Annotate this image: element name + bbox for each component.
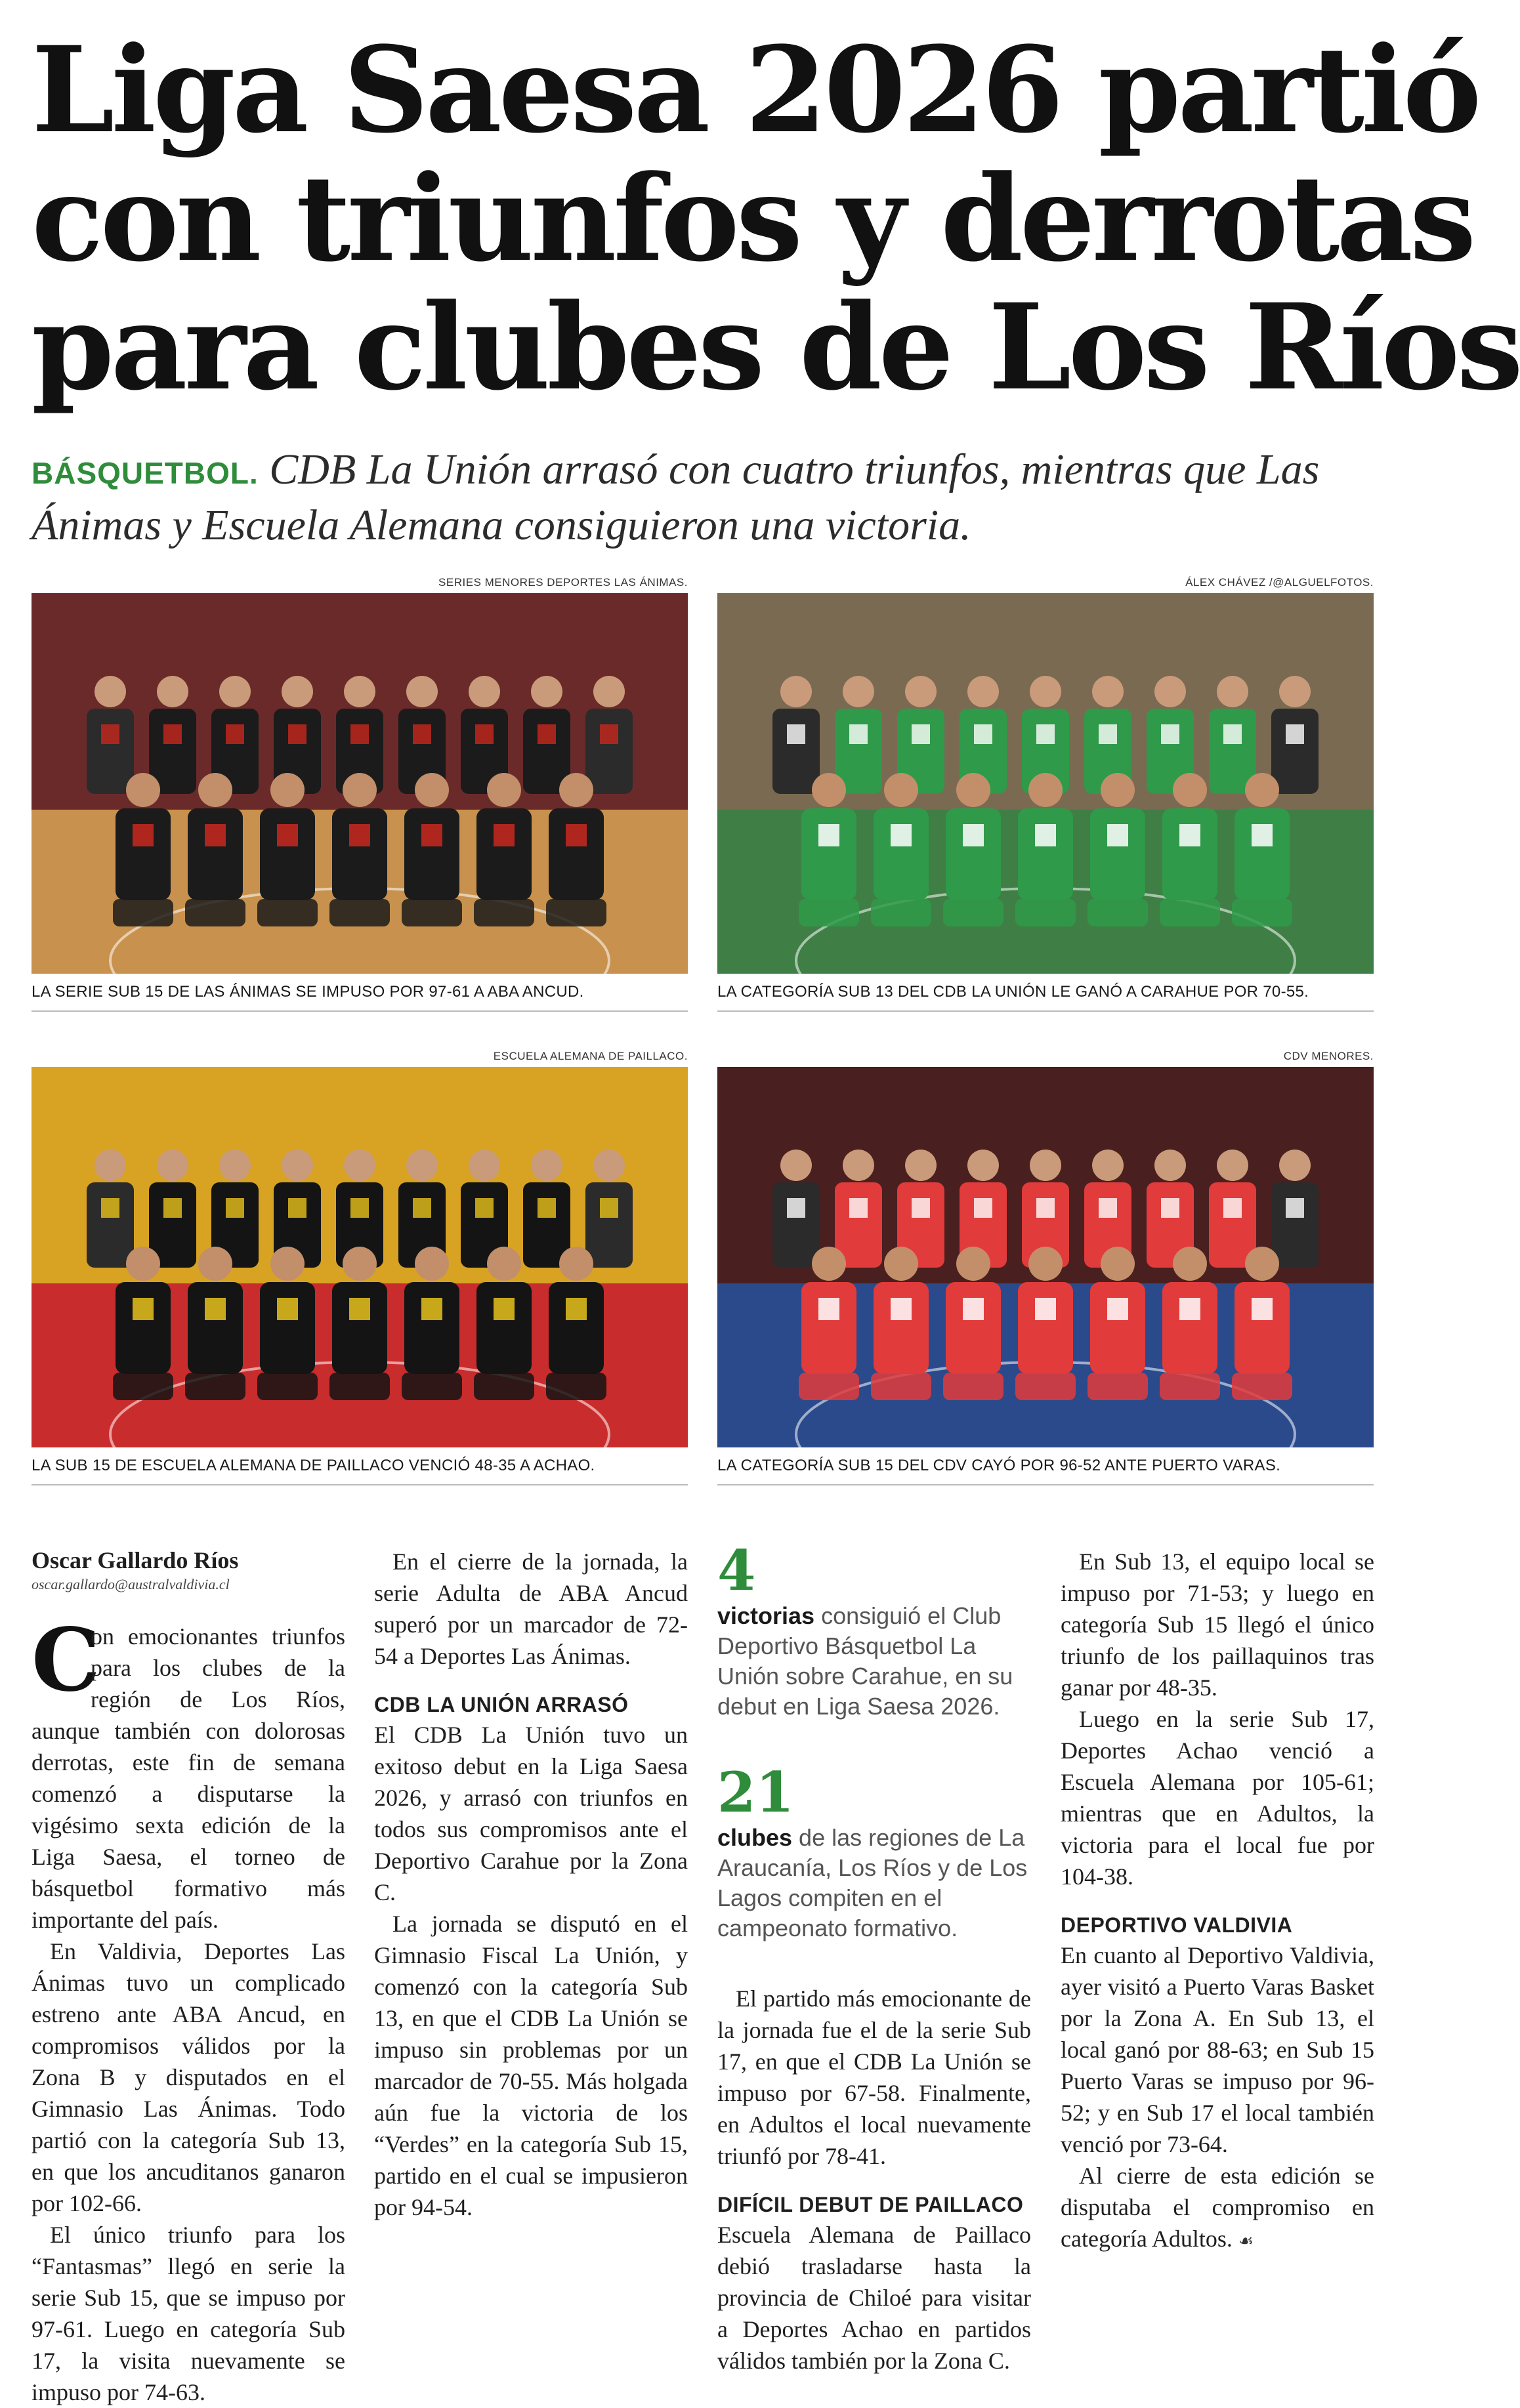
- player-body: [801, 808, 856, 900]
- player-body: [332, 808, 387, 900]
- jersey-number: [1036, 1198, 1055, 1218]
- player-head: [593, 676, 625, 707]
- subhead-cdb-la-union: CDB LA UNIÓN ARRASÓ: [374, 1693, 629, 1716]
- player-head: [415, 1247, 449, 1281]
- player-head: [126, 773, 160, 807]
- player-shorts: [799, 1373, 859, 1400]
- jersey-number: [963, 1298, 984, 1320]
- player-body: [1271, 709, 1319, 794]
- deck-kicker: BÁSQUETBOL.: [32, 456, 259, 490]
- jersey-number: [1099, 1198, 1117, 1218]
- player-head: [469, 676, 500, 707]
- player-shorts: [474, 899, 534, 926]
- player-body: [1090, 808, 1145, 900]
- player-head: [95, 1150, 126, 1181]
- article-column-1: [32, 1546, 345, 2405]
- player-head: [780, 1150, 812, 1181]
- article-paragraph: El único triunfo para los “Fantasmas” llegó en serie la serie Sub 15, que se impuso por 97-61. Luego en categoría Sub 17, la visita nuevamente se impuso por 74-63.: [32, 2222, 345, 2405]
- jersey-number: [912, 1198, 930, 1218]
- jersey-number: [101, 1198, 119, 1218]
- jersey-number: [1252, 824, 1273, 846]
- jersey-number: [963, 824, 984, 846]
- player-shorts: [329, 1373, 390, 1400]
- photo-caption: LA CATEGORÍA SUB 15 DEL CDV CAYÓ POR 96-52 ANTE PUERTO VARAS.: [717, 1457, 1281, 1474]
- byline-email: oscar.gallardo@australvaldivia.cl: [32, 1576, 230, 1592]
- player-head: [1028, 1247, 1063, 1281]
- subhead-deportivo-valdivia: DEPORTIVO VALDIVIA: [1061, 1913, 1293, 1937]
- photo-credit: ÁLEX CHÁVEZ /@ALGUELFOTOS.: [1185, 576, 1374, 589]
- jersey-number: [475, 1198, 494, 1218]
- jersey-number: [974, 724, 992, 744]
- player-head: [219, 676, 251, 707]
- fact-text: victorias consiguió el Club Deportivo Básquetbol La Unión sobre Carahue, en su debut en Liga Saesa 2026.: [717, 1602, 1013, 1720]
- player-shorts: [1015, 1373, 1076, 1400]
- player-shorts: [1160, 1373, 1220, 1400]
- headline-line-2: con triunfos y derrotas: [32, 150, 1473, 288]
- jersey-number: [538, 1198, 556, 1218]
- player-head: [905, 676, 937, 707]
- player-body: [332, 1282, 387, 1374]
- player-body: [585, 709, 633, 794]
- jersey-number: [226, 1198, 244, 1218]
- player-head: [1217, 676, 1248, 707]
- player-head: [1173, 773, 1207, 807]
- player-head: [1217, 1150, 1248, 1181]
- jersey-number: [101, 724, 119, 744]
- jersey-number: [1036, 724, 1055, 744]
- jersey-number: [421, 1298, 442, 1320]
- player-head: [1279, 676, 1311, 707]
- article-paragraph: C on emocionantes triunfos para los clubes de la región de Los Ríos, aunque también con dolorosas derrotas, este fin de semana comenzó a disputarse la vigésimo sexta edición de la Liga Saesa, el torneo de básquetbol formativo más importante del país.: [32, 1609, 345, 1933]
- player-shorts: [1087, 1373, 1148, 1400]
- article-paragraph: En cuanto al Deportivo Valdivia, ayer visitó a Puerto Varas Basket por la Zona A. En Sub 13, el local ganó por 88-63; en Sub 15 Puerto Varas se impuso por 96-52; y en Sub 17 el local también venció por 73-64.: [1061, 1942, 1374, 2157]
- player-body: [1018, 808, 1073, 900]
- player-head: [1173, 1247, 1207, 1281]
- jersey-number: [787, 1198, 805, 1218]
- player-shorts: [185, 1373, 245, 1400]
- divider: [717, 1484, 1374, 1485]
- player-body: [874, 808, 929, 900]
- player-shorts: [257, 899, 318, 926]
- player-body: [87, 1182, 134, 1268]
- player-head: [843, 1150, 874, 1181]
- player-head: [198, 1247, 232, 1281]
- player-shorts: [1087, 899, 1148, 926]
- headline-line-3: para clubes de Los Ríos: [32, 278, 1520, 417]
- jersey-number: [475, 724, 494, 744]
- player-body: [404, 1282, 459, 1374]
- player-head: [780, 676, 812, 707]
- player-body: [549, 808, 604, 900]
- fact-text: clubes de las regiones de La Araucanía, Los Ríos y de Los Lagos compiten en el campeonato formativo.: [717, 1824, 1028, 1941]
- article-paragraph: En Valdivia, Deportes Las Ánimas tuvo un complicado estreno ante ABA Ancud, en compromisos válidos por la Zona B y disputados en el Gimnasio Las Ánimas. Todo partió con la categoría Sub 13, en que los ancuditanos ganaron por 102-66.: [32, 1938, 345, 2216]
- player-body: [1235, 808, 1290, 900]
- fact-box-clubes: [717, 1762, 1032, 1943]
- article-column-4: [1061, 1546, 1374, 2257]
- player-head: [559, 773, 593, 807]
- jersey-number: [277, 824, 298, 846]
- player-head: [1092, 1150, 1124, 1181]
- player-head: [487, 773, 521, 807]
- team-photo-las-animas: [32, 593, 688, 974]
- divider: [717, 1010, 1374, 1012]
- jersey-number: [413, 1198, 431, 1218]
- article-paragraph: En el cierre de la jornada, la serie Adulta de ABA Ancud superó por un marcador de 72-54 a Deportes Las Ánimas.: [374, 1548, 688, 1669]
- jersey-number: [349, 1298, 370, 1320]
- player-head: [406, 1150, 438, 1181]
- player-head: [1154, 676, 1186, 707]
- player-head: [1101, 773, 1135, 807]
- player-head: [344, 1150, 375, 1181]
- jersey-number: [277, 1298, 298, 1320]
- player-head: [406, 676, 438, 707]
- player-head: [1028, 773, 1063, 807]
- player-shorts: [329, 899, 390, 926]
- jersey-number: [1286, 1198, 1304, 1218]
- player-head: [1154, 1150, 1186, 1181]
- player-head: [282, 1150, 313, 1181]
- player-body: [476, 808, 532, 900]
- jersey-number: [288, 724, 306, 744]
- player-body: [116, 1282, 171, 1374]
- jersey-number: [974, 1198, 992, 1218]
- jersey-number: [421, 824, 442, 846]
- player-head: [967, 676, 999, 707]
- player-head: [1245, 773, 1279, 807]
- subhead-paillaco: DIFÍCIL DEBUT DE PAILLACO: [717, 2193, 1024, 2216]
- player-head: [905, 1150, 937, 1181]
- player-head: [812, 1247, 846, 1281]
- player-head: [95, 676, 126, 707]
- jersey-number: [350, 1198, 369, 1218]
- article-column-2: [374, 1546, 688, 2223]
- jersey-number: [818, 824, 839, 846]
- player-shorts: [871, 1373, 931, 1400]
- player-body: [1018, 1282, 1073, 1374]
- headline-line-1: Liga Saesa 2026 partió: [32, 21, 1479, 159]
- deck: [32, 444, 1383, 552]
- player-head: [344, 676, 375, 707]
- player-body: [549, 1282, 604, 1374]
- player-head: [956, 1247, 990, 1281]
- player-head: [469, 1150, 500, 1181]
- player-body: [772, 709, 820, 794]
- photo-caption: LA CATEGORÍA SUB 13 DEL CDB LA UNIÓN LE GANÓ A CARAHUE POR 70-55.: [717, 983, 1309, 1001]
- byline-name: Oscar Gallardo Ríos: [32, 1547, 239, 1573]
- player-head: [487, 1247, 521, 1281]
- player-body: [585, 1182, 633, 1268]
- jersey-number: [1099, 724, 1117, 744]
- player-head: [843, 676, 874, 707]
- jersey-number: [912, 724, 930, 744]
- article-column-3: [717, 1983, 1031, 2377]
- jersey-number: [849, 1198, 868, 1218]
- jersey-number: [205, 1298, 226, 1320]
- jersey-number: [1223, 1198, 1242, 1218]
- player-shorts: [402, 1373, 462, 1400]
- player-head: [884, 773, 918, 807]
- player-body: [946, 808, 1001, 900]
- player-head: [157, 1150, 188, 1181]
- player-shorts: [113, 899, 173, 926]
- jersey-number: [163, 724, 182, 744]
- fact-box-victorias: [717, 1538, 1032, 1722]
- article-paragraph: Al cierre de esta edición se disputaba el compromiso en categoría Adultos. ☙: [1061, 2163, 1374, 2252]
- player-shorts: [113, 1373, 173, 1400]
- end-mark-icon: ☙: [1238, 2232, 1254, 2251]
- player-head: [1279, 1150, 1311, 1181]
- jersey-number: [133, 1298, 154, 1320]
- player-head: [956, 773, 990, 807]
- jersey-number: [1035, 824, 1056, 846]
- jersey-number: [1107, 1298, 1128, 1320]
- player-head: [967, 1150, 999, 1181]
- player-head: [198, 773, 232, 807]
- player-head: [1030, 1150, 1061, 1181]
- player-body: [260, 808, 315, 900]
- article-paragraph: El partido más emocionante de la jornada fue el de la serie Sub 17, en que el CDB La Unión se impuso por 67-58. Finalmente, en Adultos el local nuevamente triunfó por 78-41.: [717, 1985, 1031, 2169]
- divider: [32, 1484, 688, 1485]
- player-shorts: [185, 899, 245, 926]
- player-head: [593, 1150, 625, 1181]
- jersey-number: [1035, 1298, 1056, 1320]
- player-head: [343, 1247, 377, 1281]
- photo-credit: ESCUELA ALEMANA DE PAILLACO.: [493, 1050, 688, 1062]
- player-head: [415, 773, 449, 807]
- article-paragraph: Luego en la serie Sub 17, Deportes Achao venció a Escuela Alemana por 105-61; mientras que en Adultos, la victoria para el local fue por 104-38.: [1061, 1706, 1374, 1890]
- article-paragraph: Escuela Alemana de Paillaco debió trasladarse hasta la provincia de Chiloé para visitar a Deportes Achao en partidos válidos también por la Zona C.: [717, 2222, 1031, 2374]
- jersey-number: [1161, 1198, 1179, 1218]
- player-shorts: [546, 899, 606, 926]
- deck-text: CDB La Unión arrasó con cuatro triunfos, mientras que Las Ánimas y Escuela Alemana consiguieron una victoria.: [32, 446, 1320, 549]
- jersey-number: [891, 824, 912, 846]
- player-body: [1090, 1282, 1145, 1374]
- player-body: [260, 1282, 315, 1374]
- jersey-number: [1252, 1298, 1273, 1320]
- jersey-number: [818, 1298, 839, 1320]
- player-body: [116, 808, 171, 900]
- team-photo-cdv: [717, 1067, 1374, 1447]
- jersey-number: [413, 724, 431, 744]
- player-head: [1101, 1247, 1135, 1281]
- player-body: [188, 1282, 243, 1374]
- jersey-number: [891, 1298, 912, 1320]
- player-head: [282, 676, 313, 707]
- jersey-number: [494, 824, 515, 846]
- player-body: [404, 808, 459, 900]
- jersey-number: [566, 824, 587, 846]
- player-head: [531, 1150, 562, 1181]
- player-shorts: [546, 1373, 606, 1400]
- player-body: [476, 1282, 532, 1374]
- player-head: [126, 1247, 160, 1281]
- player-head: [1030, 676, 1061, 707]
- player-head: [884, 1247, 918, 1281]
- player-body: [1271, 1182, 1319, 1268]
- player-head: [157, 676, 188, 707]
- article-paragraph: El CDB La Unión tuvo un exitoso debut en la Liga Saesa 2026, y arrasó con triunfos en todos sus compromisos ante el Deportivo Carahue por la Zona C.: [374, 1722, 688, 1905]
- player-head: [270, 773, 305, 807]
- headline: [32, 21, 1520, 417]
- article-paragraph: En Sub 13, el equipo local se impuso por 71-53; y luego en categoría Sub 15 llegó el único triunfo de los paillaquinos tras ganar por 48-35.: [1061, 1548, 1374, 1701]
- player-head: [531, 676, 562, 707]
- jersey-number: [349, 824, 370, 846]
- jersey-number: [787, 724, 805, 744]
- player-body: [1162, 1282, 1217, 1374]
- fact-number: 4: [717, 1538, 756, 1603]
- article-paragraph: La jornada se disputó en el Gimnasio Fiscal La Unión, y comenzó con la categoría Sub 13, en que el CDB La Unión se impuso sin problemas por un marcador de 70-55. Más holgada aún fue la victoria de los “Verdes” en la categoría Sub 15, partido en el cual se impusieron por 94-54.: [374, 1911, 688, 2220]
- player-shorts: [402, 899, 462, 926]
- player-shorts: [1160, 899, 1220, 926]
- jersey-number: [600, 724, 618, 744]
- player-shorts: [474, 1373, 534, 1400]
- jersey-number: [288, 1198, 306, 1218]
- jersey-number: [205, 824, 226, 846]
- player-head: [270, 1247, 305, 1281]
- jersey-number: [849, 724, 868, 744]
- player-shorts: [871, 899, 931, 926]
- jersey-number: [1286, 724, 1304, 744]
- jersey-number: [494, 1298, 515, 1320]
- photo-caption: LA SERIE SUB 15 DE LAS ÁNIMAS SE IMPUSO POR 97-61 A ABA ANCUD.: [32, 983, 584, 1001]
- jersey-number: [566, 1298, 587, 1320]
- player-shorts: [943, 1373, 1003, 1400]
- jersey-number: [1107, 824, 1128, 846]
- player-shorts: [943, 899, 1003, 926]
- jersey-number: [1223, 724, 1242, 744]
- photo-credit: SERIES MENORES DEPORTES LAS ÁNIMAS.: [438, 576, 688, 589]
- jersey-number: [538, 724, 556, 744]
- team-photo-paillaco: [32, 1067, 688, 1447]
- jersey-number: [1179, 824, 1200, 846]
- divider: [32, 1010, 688, 1012]
- jersey-number: [226, 724, 244, 744]
- jersey-number: [1179, 1298, 1200, 1320]
- jersey-number: [133, 824, 154, 846]
- jersey-number: [163, 1198, 182, 1218]
- player-head: [343, 773, 377, 807]
- player-body: [874, 1282, 929, 1374]
- player-body: [946, 1282, 1001, 1374]
- fact-number: 21: [717, 1760, 794, 1825]
- player-shorts: [1015, 899, 1076, 926]
- player-shorts: [799, 899, 859, 926]
- player-head: [1092, 676, 1124, 707]
- jersey-number: [600, 1198, 618, 1218]
- drop-cap: C: [32, 1609, 101, 1711]
- player-shorts: [1232, 1373, 1292, 1400]
- player-head: [1245, 1247, 1279, 1281]
- player-body: [87, 709, 134, 794]
- player-head: [559, 1247, 593, 1281]
- player-head: [219, 1150, 251, 1181]
- player-body: [801, 1282, 856, 1374]
- player-shorts: [257, 1373, 318, 1400]
- player-body: [188, 808, 243, 900]
- player-body: [772, 1182, 820, 1268]
- photo-caption: LA SUB 15 DE ESCUELA ALEMANA DE PAILLACO VENCIÓ 48-35 A ACHAO.: [32, 1457, 595, 1474]
- team-photo-la-union: [717, 593, 1374, 974]
- player-body: [1162, 808, 1217, 900]
- player-head: [812, 773, 846, 807]
- player-shorts: [1232, 899, 1292, 926]
- jersey-number: [1161, 724, 1179, 744]
- photo-credit: CDV MENORES.: [1283, 1050, 1374, 1062]
- jersey-number: [350, 724, 369, 744]
- player-body: [1235, 1282, 1290, 1374]
